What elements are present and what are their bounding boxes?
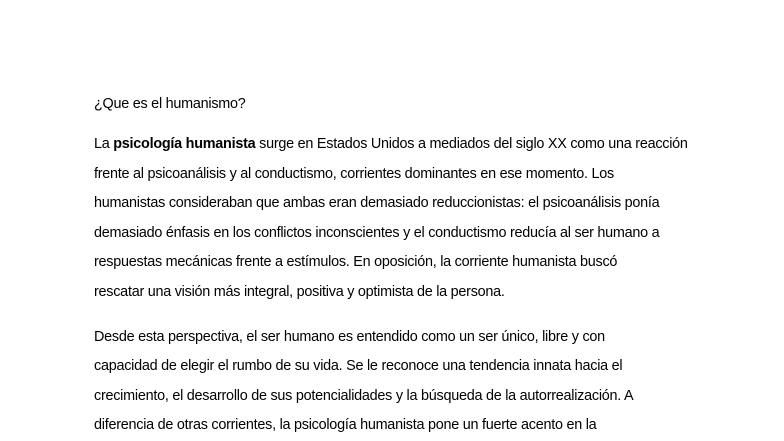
text-run: surge en Estados Unidos a mediados del siglo XX como una reacción	[255, 136, 688, 152]
paragraph-2-line-1: Desde esta perspectiva, el ser humano es entendido como un ser único, libre y con	[94, 328, 605, 345]
paragraph-1-line-2: frente al psicoanálisis y al conductismo, corrientes dominantes en ese momento. Los	[94, 165, 614, 182]
paragraph-1-line-1	[94, 134, 734, 164]
paragraph-2-line-3: crecimiento, el desarrollo de sus potencialidades y la búsqueda de la autorrealización. A	[94, 387, 634, 404]
text-run: La	[94, 136, 114, 152]
bold-term: psicología humanista	[113, 136, 256, 152]
paragraph-2-line-2: capacidad de elegir el rumbo de su vida. Se le reconoce una tendencia innata hacia el	[94, 358, 623, 375]
paragraph-1-line-3: humanistas consideraban que ambas eran demasiado reduccionistas: el psicoanálisis ponía	[94, 195, 660, 212]
paragraph-1-line-4: demasiado énfasis en los conflictos inconscientes y el conductismo reducía al ser humano a	[94, 224, 660, 241]
paragraph-1	[94, 134, 734, 312]
paragraph-1-line-5: respuestas mecánicas frente a estímulos. En oposición, la corriente humanista buscó	[94, 254, 618, 271]
paragraph-2-line-4: diferencia de otras corrientes, la psicología humanista pone un fuerte acento en la	[94, 417, 597, 434]
paragraph-1-line-6: rescatar una visión más integral, positiva y optimista de la persona.	[94, 283, 505, 300]
paragraph-2	[94, 327, 734, 441]
document-heading: ¿Que es el humanismo?	[94, 96, 246, 112]
document-body	[94, 94, 734, 441]
